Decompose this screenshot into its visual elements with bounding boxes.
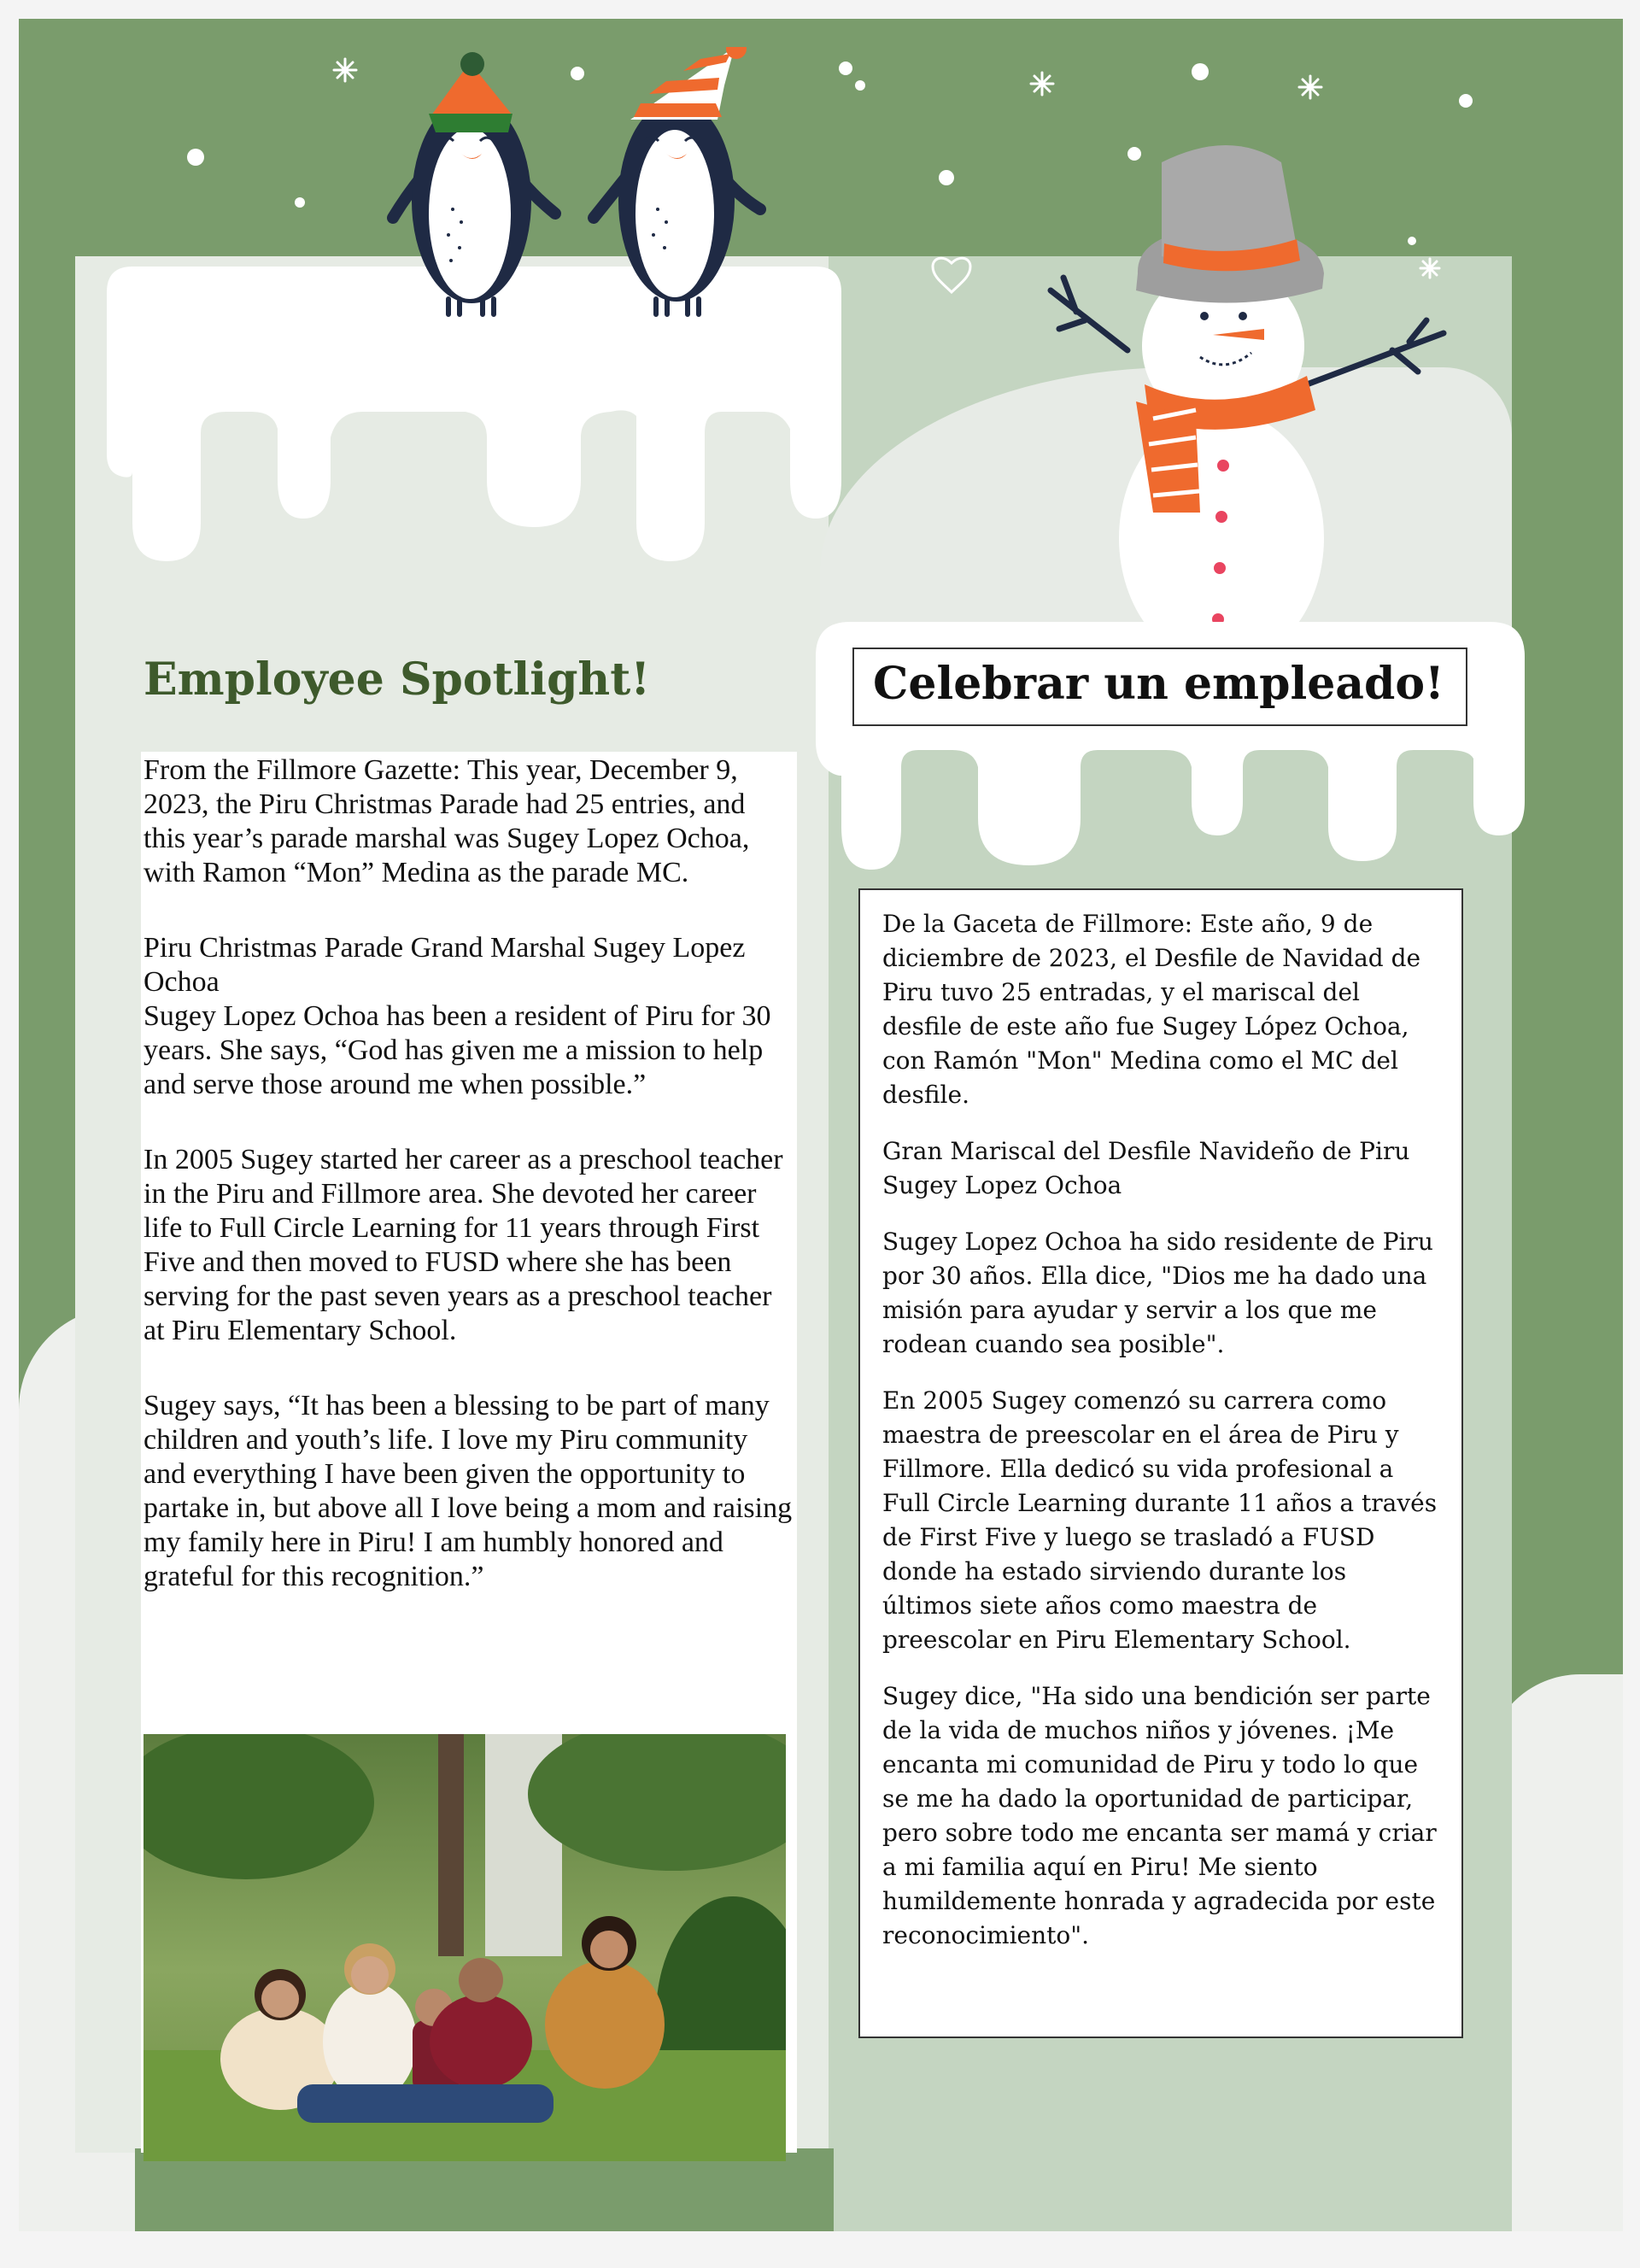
spanish-paragraph: Sugey Lopez Ochoa ha sido residente de Piru por 30 años. Ella dice, "Dios me ha dado una misión para ayudar y servir a los que me rodean cuando sea posible". xyxy=(882,1228,1433,1358)
spanish-paragraph: De la Gaceta de Fillmore: Este año, 9 de diciembre de 2023, el Desfile de Navidad de Piru tuvo 25 entradas, y el mariscal del desfile de este año fue Sugey López Ochoa, con Ramón "Mon" Medina como el MC del desfile. xyxy=(882,910,1421,1109)
penguin-with-striped-hat-icon xyxy=(594,47,760,314)
snow-dot xyxy=(1459,94,1473,108)
snow-dot xyxy=(839,62,852,75)
english-paragraph: In 2005 Sugey started her career as a preschool teacher in the Piru and Fillmore area. She devoted her career life to Full Circle Learning for 11 years through First Five and then moved to FUSD where she has been serving for the past seven years as a preschool teacher at Piru Elementary School. xyxy=(144,1144,783,1346)
snowflake-icon xyxy=(1031,73,1053,95)
english-paragraph: From the Fillmore Gazette: This year, December 9, 2023, the Piru Christmas Parade had 25 entries, and this year’s parade marshal was Sugey Lopez Ochoa, with Ramon “Mon” Medina as the parade MC. xyxy=(144,754,750,888)
penguin-with-elf-hat-icon xyxy=(393,52,555,314)
spanish-paragraph: Gran Mariscal del Desfile Navideño de Piru Sugey Lopez Ochoa xyxy=(882,1137,1410,1199)
employee-spotlight-heading: Employee Spotlight! xyxy=(144,653,651,706)
snowman-with-top-hat-icon xyxy=(1025,128,1469,641)
tree-trunk xyxy=(438,1734,464,1956)
spanish-paragraph: Sugey dice, "Ha sido una bendición ser parte de la vida de muchos niños y jóvenes. ¡Me encanta mi comunidad de Piru y todo lo que se me ha dado la oportunidad de participar, pero sobre todo me encanta ser mamá y criar a mi familia aquí en Piru! Me siento humildemente honrada y agradecida por este reconocimiento". xyxy=(882,1682,1437,1949)
celebrar-empleado-heading: Celebrar un empleado! xyxy=(873,658,1444,710)
spanish-title-box xyxy=(852,648,1467,726)
snowflake-icon xyxy=(334,59,356,81)
snow-dot xyxy=(939,170,954,185)
spanish-article-box xyxy=(858,888,1463,2038)
snow-dot xyxy=(1192,63,1209,80)
penguins-illustration xyxy=(384,47,777,320)
spanish-article xyxy=(882,907,1441,1953)
spanish-paragraph: En 2005 Sugey comenzó su carrera como maestra de preescolar en el área de Piru y Fillmore. Ella dedicó su vida profesional a Full Circle Learning durante 11 años a través de First Five y luego se trasladó a FUSD donde ha estado sirviendo durante los últimos siete años como maestra de preescolar en Piru Elementary School. xyxy=(882,1386,1438,1654)
heart-icon xyxy=(933,258,970,292)
snow-dot xyxy=(855,80,865,91)
snow-dot xyxy=(187,149,204,166)
english-article xyxy=(144,753,793,1635)
family-photo xyxy=(144,1734,786,2161)
english-paragraph: Piru Christmas Parade Grand Marshal Sugey Lopez Ochoa Sugey Lopez Ochoa has been a resident of Piru for 30 years. She says, “God has given me a mission to help and serve those around me when possible.” xyxy=(144,932,771,1100)
snow-dot xyxy=(295,197,305,208)
snowflake-icon xyxy=(1299,76,1321,98)
english-paragraph: Sugey says, “It has been a blessing to be part of many children and youth’s life. I love my Piru community and everything I have been given the opportunity to partake in, but above all I love being a mom and raising my family here in Piru! I am humbly honored and grateful for this recognition.” xyxy=(144,1390,793,1592)
